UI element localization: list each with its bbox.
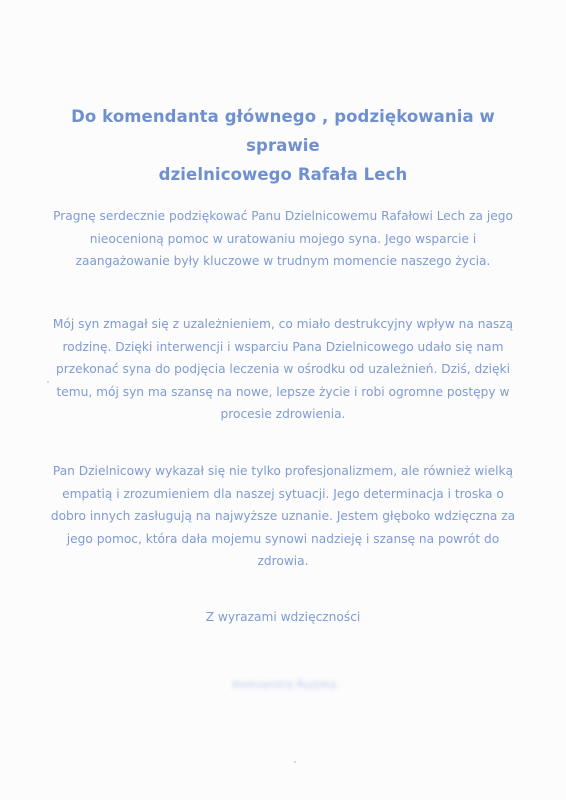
letter-title-line-1: Do komendanta głównego , podziękowania w sprawie — [71, 107, 495, 155]
letter-paragraph-1: Pragnę serdecznie podziękować Panu Dzielnicowemu Rafałowi Lech za jego nieocenioną pomoc w uratowaniu mojego syna. Jego wsparcie i zaangażowanie były kluczowe w trudnym momencie naszego życia. — [53, 209, 513, 268]
scan-dot — [47, 381, 49, 383]
letter-title — [40, 102, 526, 189]
letter-paragraph-3: Pan Dzielnicowy wykazał się nie tylko profesjonalizmem, ale również wielką empatią i zrozumieniem dla naszej sytuacji. Jego determinacja i troska o dobro innych zasługują na najwyższe uznanie. Jestem głęboko wdzięczna za jego pomoc, która dała mojemu synowi nadzieję i szansę na powrót do zdrowia. — [50, 464, 516, 568]
blurred-signature: Aleksandra Rudzka — [231, 678, 337, 691]
scan-dot — [294, 761, 296, 763]
letter-title-line-2: dzielnicowego Rafała Lech — [158, 165, 408, 184]
letter-paragraph-2: Mój syn zmagał się z uzależnieniem, co miało destrukcyjny wpływ na naszą rodzinę. Dzięki interwencji i wsparciu Pana Dzielnicowego udało się nam przekonać syna do podjęcia leczenia w ośrodku od uzależnień. Dziś, dzięki temu, mój syn ma szansę na nowe, lepsze życie i robi ogromne postępy w procesie zdrowienia. — [52, 317, 514, 421]
letter-closing: Z wyrazami wdzięczności — [205, 610, 361, 624]
